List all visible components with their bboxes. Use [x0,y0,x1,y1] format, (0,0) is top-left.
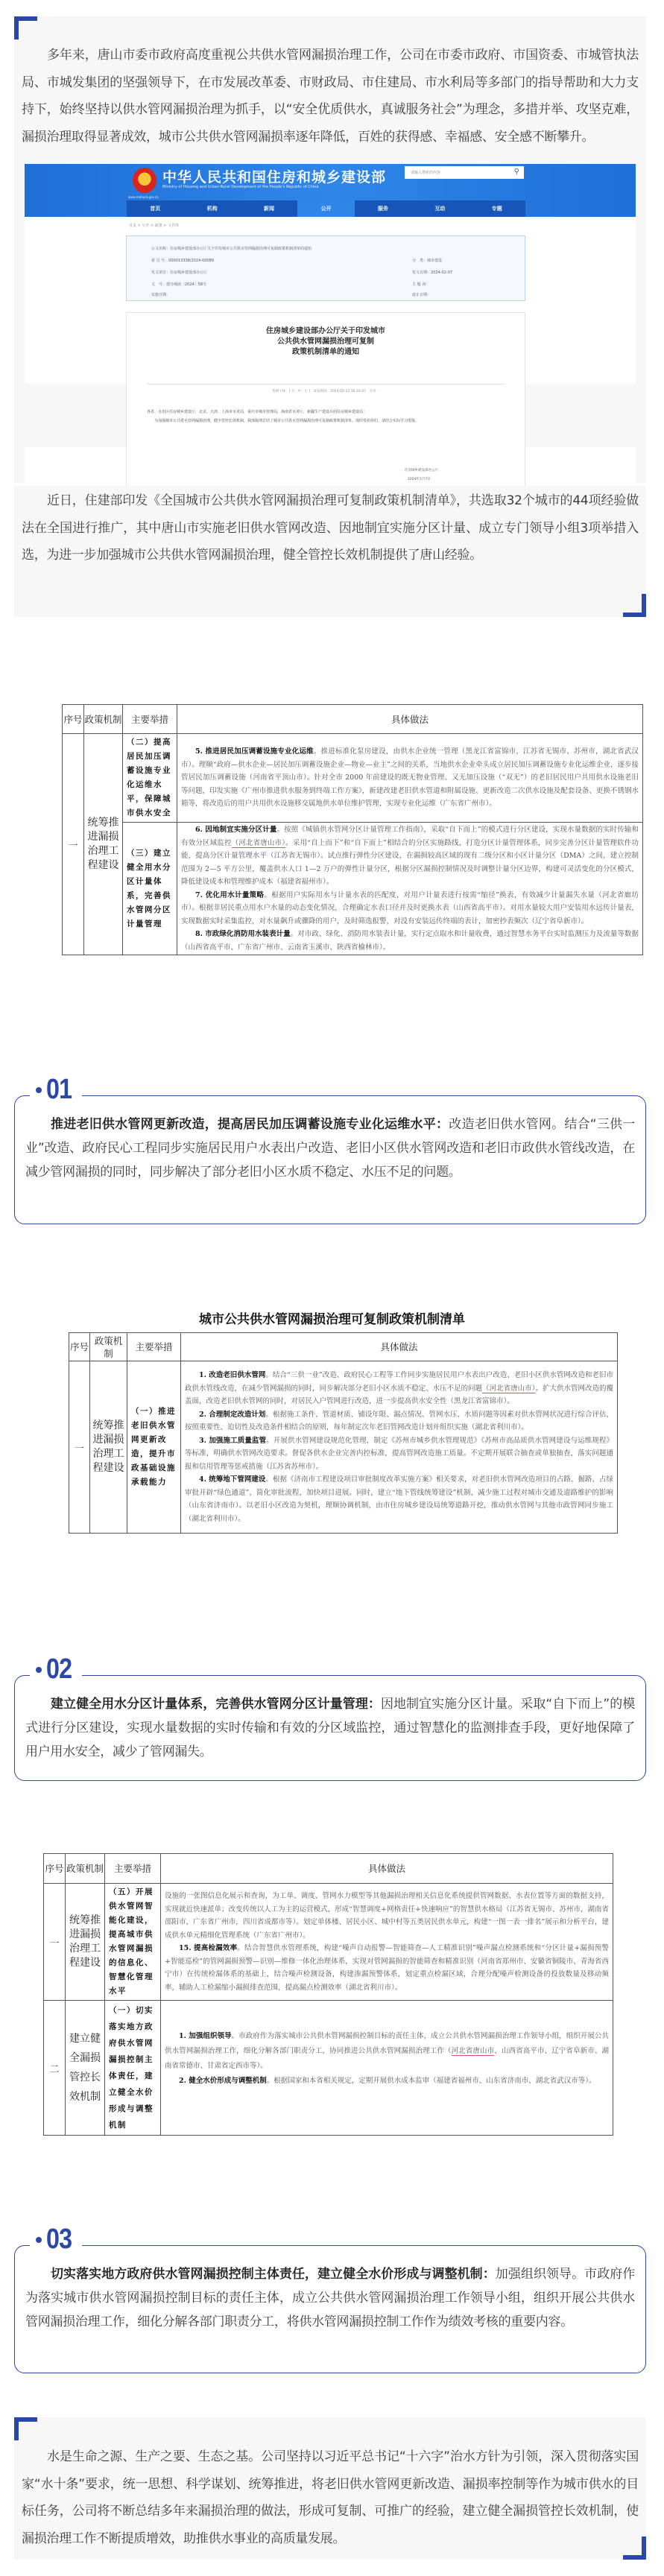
policy-table-2 [69,1332,618,1534]
item-title: 2. 合理制定改造计划 [199,1410,266,1419]
meta-issuer: 发文单位：住房城乡建设部办公厅 [151,270,208,275]
item-title: 6. 因地制宜实施分区计量 [195,826,277,834]
item-text: 。采用“自上而下”和“自下而上”相结合的分区实施路线，打造分区计量管理体系，同步完善分区计量管理软件功能，提高分区计量管理水平（江苏省无锡市）。试点推行弹性分区建设，在漏损较高区域的现有二级分区和小区计量分区（DMA）之间，建立控制范围为 2—5 平方公里，覆盖供水人口 1—2 万户的弹性计量分区，根据分区漏损控制情况及时调整计量分区边界，构建可灵活变化的分区模式，降低建设成本和管理维护成本（福建省福州市）。 [181,838,639,886]
table-row [69,1361,618,1534]
header-measure: 主要举措 [105,1854,161,1884]
meta-index-no: 索 引 号：000013338/2024-00089 [151,259,214,263]
meta-expire-date: 废止日期： [412,293,431,297]
item-text: 。扩大供水管网改造的覆盖面，改造老旧供水管网的同时，对居民入户管网进行改造，进一步提高供水安全性（黑龙江省富锦市）。 [185,1384,613,1405]
notice-info: 选择字体：[ 大 · 中 · 小 ] 发布时间：2024-02-22 16:33:37 分享： [272,390,379,393]
meta-issue-date: 发文日期：2024-02-07 [412,270,453,275]
header-detail: 具体做法 [181,1333,618,1361]
item-text: 。结合智慧供水管理系统，构建“噪声自动报警—智能筛查—人工精准识别”噪声漏点检测系统和“分区计量+漏损预警+智能巡检”的管网漏损预警—识别—维修一体化治理体系，实现对管网漏损的智能筛查和精准识别（河南省郑州市、安徽省铜陵市、青海省西宁市）在传统检漏体系的基础上，结合噪声检测设备，构建渗漏预警体系，划定重点检漏区域，合理分配噪声检测设备的投放数量及移动频率，辅助人工检漏缩小漏损排查范围，提高漏点检测效率（湖北省利川市）。 [165,1944,609,1992]
meta-doc-no: 文 号：建办城函〔2024〕58号 [151,282,207,287]
row-measure: （三）建立健全用水分区计量体系，完善供水管网分区计量管理 [123,823,177,955]
section-number-badge [30,1074,82,1106]
tangshan-highlight: （河北省唐山市） [231,838,286,847]
nav-item-public: 公开 [297,200,354,217]
tangshan-highlight: （河北省唐山市） [482,1384,536,1393]
header-measure: 主要举措 [123,705,177,734]
box-body-text: 改造老旧供水管网。结合“三供一业”改造、政府民心工程同步实施居民用户水表出户改造、老旧小区供水管网改造和老旧市政供水管线改造，在减少管网漏损的同时，同步解决了部分老旧小区水质不稳定、水压不足的问题。 [25,1117,636,1180]
box-text [15,1096,645,1197]
policy-table-3 [43,1853,613,2136]
summary-block [14,486,646,617]
item-text: 。按照《城镇供水管网分区计量管理工作指南》，采取“自下而上”的模式进行分区建设，实现水量数据的实时传输和有效分区域监控 [181,826,639,847]
item-text: 。开展供水管网建设规范化管理，制定《苏州市城乡供水管理规范》《苏州市高品质供水管网建设与运维规程》等标准，明确供水管网改造要求。督促各供水企业完善内控标准，提高管网改造施工质量。不定期开展联合抽查或单独抽查，落实问题通报和信用管理等惩戒措施（江苏省苏州市）。 [185,1436,613,1471]
table-header-row [69,1333,618,1361]
row-policy: 统筹推进漏损治理工程建设 [66,1884,105,2001]
ministry-search-input [405,166,524,179]
row-measure: （二）提高居民加压调蓄设施专业化运维水平，保障城市供水安全 [123,734,177,823]
highlight-box-01 [14,1074,646,1224]
highlight-box-02 [14,1653,646,1781]
item-title: 8. 市政绿化消防用水装表计量 [195,930,291,938]
conclusion-block [14,2417,646,2560]
nav-item-home: 首页 [150,206,161,212]
table-row [63,823,643,955]
box-bold-lead: 推进老旧供水管网更新改造，提高居民加压调蓄设施专业化运维水平： [51,1117,449,1132]
table-header-row [63,705,643,734]
section-number-badge [30,2224,82,2256]
header-seq: 序号 [63,705,84,734]
notice-title [127,326,525,358]
row-seq: 二 [44,2001,66,2136]
item-title: 1. 加强组织领导 [179,2032,232,2040]
notice-document [126,312,525,384]
item-text: 。根据《济南市工程建设项目审批制度改革实施方案》相关要求，对老旧供水管网改造项目的占路、掘路、占绿审批开辟“绿色通道”，简化审批流程，加快项目进展。同时，建立“地下管线统筹建设”机制，减少施工过程对城市交通及道路维护的影响（山东省济南市）。以老旧小区改造为契机，理顺协调机制，由市住房城乡建设局统筹道路开挖，推动供水管网与其他市政管网同步施工（湖北省利川市）。 [185,1475,613,1523]
row-detail [181,1361,618,1534]
notice-title-line: 政策机制清单的通知 [292,348,359,356]
section-number: 03 [46,2224,72,2255]
nav-item-topics: 专题 [491,206,502,212]
notice-body: 为加强城市公共供水管网漏损治理，健全管控长效机制，我部梳理总结了城市公共供水管网漏损治理可复制政策机制清单。现印发给你们，请结合实际学习借鉴。 [154,419,420,423]
row-measure: （一）切实落实地方政府供水管网漏损控制主体责任，建立健全水价形成与调整机制 [105,2001,161,2136]
policy-table-1 [62,704,643,955]
item-title: 3. 加强施工质量监管 [199,1436,267,1445]
nav-item-service: 服务 [377,206,388,212]
intro-paragraph: 多年来，唐山市委市政府高度重视公共供水管网漏损治理工作，公司在市委市政府、市国资委、市城管执法局、市城发集团的坚强领导下，在市发展改革委、市财政局、市住建局、市水利局等多部门的指导帮助和大力支持下，始终坚持以供水管网漏损治理为抓手，以“安全优质供水，真诚服务社会”为理念，多措并举、攻坚克难，漏损治理取得显著成效，城市公共供水管网漏损率逐年降低，百姓的获得感、幸福感、安全感不断攀升。 [22,48,639,145]
ministry-header [25,164,636,217]
row-detail [161,2001,613,2136]
row-policy: 统筹推进漏损治理工程建设 [90,1361,127,1534]
table-row [44,2001,613,2136]
meta-doc-name: 公文名称：住房城乡建设部办公厅关于印发城市公共供水管网漏损治理可复制政策机制清单的通知 [151,247,312,251]
dot-icon [36,1667,42,1673]
item-title: 5. 推进居民加压调蓄设施专业化运维 [195,747,314,756]
header-policy: 政策机制 [66,1854,105,1884]
notice-sign-area [25,447,636,486]
document-meta-panel [126,235,525,301]
tangshan-highlight: 河北省唐山市 [451,2047,495,2055]
item-title: 1. 改造老旧供水管网 [199,1371,266,1379]
corner-decoration-icon [14,2417,37,2440]
notice-addressee: 各省、自治区住房城乡建设厅，北京、天津、上海市水务局，重庆市城市管理局，海南省水务厅，新疆生产建设兵团住房城乡建设局： [147,410,367,414]
ministry-site-subtitle: Ministry of Housing and Urban-Rural Development of the People's Republic of China [162,185,319,189]
item-text: 、山西省高平市、辽宁省阜新市、湖南省常德市、甘肃省定西市等）。 [165,2047,609,2070]
item-text: 。根据施工条件、管道材质、铺设年限、漏点情况、管网水压、水质问题等因素对供水管网状况进行综合评估，按照重要性、迫切性及改造条件相结合的原则，每年制定次年老旧管网改造计划并组织实施（湖北省利川市）。 [185,1410,613,1431]
meta-category: 分 类：城市建设 [412,259,443,263]
item-title: 7. 优化用水计量策略 [195,890,265,899]
dot-icon [36,1087,42,1093]
notice-sign-frame [126,447,525,486]
search-icon: ⚲ [513,168,519,176]
box-bold-lead: 切实落实地方政府供水管网漏损控制主体责任，建立健全水价形成与调整机制： [51,2267,496,2282]
header-measure: 主要举措 [127,1333,181,1361]
row-detail [177,734,643,823]
corner-decoration-icon [14,16,37,39]
nav-item-interact: 互动 [434,206,446,212]
conclusion-paragraph: 水是生命之源、生产之要、生态之基。公司坚持以习近平总书记“十六字”治水方针为引领，深入贯彻落实国家“水十条”要求，统一思想、科学谋划、统筹推进，将老旧供水管网更新改造、漏损率控制等作为城市供水的目标任务，公司将不断总结多年来漏损治理的做法，形成可复制、可推广的经验，建立健全漏损管控长效机制，使漏损治理工作不断提质增效，助推供水事业的高质量发展。 [22,2449,639,2546]
item-text: 。根据国家和本省相关规定，定期开展供水成本监审（福建省福州市、山东省济南市、湖北省武汉市等）。 [266,2077,596,2085]
section-number: 02 [46,1653,72,1685]
row-detail [161,1884,613,2001]
ministry-site-title: 中华人民共和国住房和城乡建设部 [162,169,387,186]
row-seq: 一 [63,734,84,955]
header-policy: 政策机制 [84,705,123,734]
search-placeholder: 请输入搜索的内容 [411,171,441,175]
table-header-row [44,1854,613,1884]
nav-item-news: 新闻 [264,206,275,212]
header-seq: 序号 [69,1333,90,1361]
nav-item-org: 机构 [206,206,218,212]
notice-title-line: 住房城乡建设部办公厅关于印发城市 [266,327,385,335]
row-detail [177,823,643,955]
box-text [15,1676,645,1777]
ministry-nav [127,200,525,217]
box-body-text: 因地制宜实施分区计量。采取“自下而上”的模式进行分区建设，实现水量数据的实时传输和有效的分区域监控，通过智慧化的监测排查手段，更好地保障了用户用水安全，减少了管网漏失。 [25,1697,635,1759]
row-seq: 一 [69,1361,90,1534]
meta-keywords: 主 题 词： [412,282,430,287]
ministry-website-screenshot [25,164,636,384]
item-text: 。根据用户实际用水与计量水表的匹配度，对用户计量表进行按需“缩径”换表，有效减少计量漏失水量（河北省廊坊市）。根据非居民重点用水户水量的动态变化情况，合理确定水表口径并及时更换水表（山西省高平市）。对用水量较大用户安装用水远传计量表，实现数据实时采集监控，对水量飙升或骤降的用户，及时筛选报警，对没有安装远传终端的表计，加密抄表频次（辽宁省阜新市）。 [181,890,639,925]
item-text: 设施的一张图信息化展示和查询，为工单、调度、管网水力模型等其他漏损治理相关信息化系统提供管网数据、水表位置等方面的数据支持，实现就近快速派单；改变传统以人工为主的运营模式，形成“智慧调度+网格责任+快速响应”的智慧供水格局（江苏省无锡市、苏州市，湖南省邵阳市，广东省广州市，四川省成都市等）。划定单体楼、居民小区、城中村等五类居民供水单元，构建“一图一表一排名”展示和分析平台，建成供水单元精细化管理系统（广东省广州市）。 [165,1892,609,1940]
ministry-breadcrumb: 首页 > 公开 > 政策 > 文件库 [129,224,180,228]
row-seq: 一 [44,1884,66,2001]
national-emblem-icon [133,168,156,193]
item-text: 。市政府作为落实城市公共供水管网漏损控制目标的责任主体，成立公共供水管网漏损治理工作领导小组，组织开展公共供水管网漏损治理工作，细化分解各部门职责分工，协同推进公共供水管网漏损治理工作（ [165,2032,609,2055]
header-seq: 序号 [44,1854,66,1884]
box-text [15,2246,645,2347]
item-text: 。对市政、绿化、消防用水装表计量，实行定点取水和计量收费，通过智慧水务平台实时监测压力及流量等数据（山西省高平市、广东省广州市、云南省玉溪市、陕西省榆林市）。 [181,930,639,952]
header-policy: 政策机制 [90,1333,127,1361]
row-policy: 统筹推进漏损治理工程建设 [84,734,123,955]
notice-title-line: 公共供水管网漏损治理可复制 [277,338,374,346]
box-body-text: 加强组织领导。市政府作为落实城市供水管网漏损控制目标的责任主体，成立公共供水管网漏损治理工作领导小组，组织开展公共供水管网漏损治理工作，细化分解各部门职责分工，将供水管网漏损控制工作作为绩效考核的重要内容。 [25,2267,636,2329]
table-title: 城市公共供水管网漏损治理可复制政策机制清单 [199,1312,465,1327]
notice-continued [126,384,525,447]
item-title: 15. 提高检漏效率 [179,1944,238,1952]
notice-sign-date: 2024年2月7日 [408,478,431,481]
row-policy: 建立健全漏损管控长效机制 [66,2001,105,2136]
item-text: 。结合“三供一业”改造、政府民心工程等工作同步实施居民用户水表出户改造、老旧小区供水管网改造和老旧市政供水管线改造，在减少管网漏损的同时，同步解决部分老旧小区水质不稳定、水压不足的问题 [185,1371,613,1393]
item-text: 。推进标准化泵房建设，由供水企业统一管理（黑龙江省富锦市，江苏省无锡市、苏州市，湖北省武汉市）。理顺“政府—供水企业—居民加压调蓄设施企业—物业—业主”之间的关系，当地供水企业牵头成立居民加压调蓄设施专业化运维企业，逐步接管居民加压调蓄设施（河南省平顶山市）。针对全市 2000 年前建设的既无物业管理、又无加压设施（“双无”）的老旧居民用户共用供水设施老旧等问题，印发实施《广州市推进供水服务到终端工作方案》，新建改建老旧供水管道和附属设施、更新改造二次供水设施及配套设备、更换不锈钢水箱等，将改造后的用户共用供水设施移交属地供水单位维护管理，实现专业化运维（广东省广州市）。 [181,747,639,808]
corner-decoration-icon [623,2537,646,2560]
highlight-box-03 [14,2224,646,2373]
box-bold-lead: 建立健全用水分区计量体系，完善供水管网分区计量管理： [51,1697,381,1712]
section-number-badge [30,1653,82,1686]
header-detail: 具体做法 [177,705,643,734]
section-number: 01 [46,1074,72,1105]
table-row [63,734,643,823]
meta-effective-date: 实施日期： [151,293,171,297]
summary-paragraph: 近日，住建部印发《全国城市公共供水管网漏损治理可复制政策机制清单》，共选取32个城市的44项经验做法在全国进行推广，其中唐山市实施老旧供水管网改造、因地制宜实施分区计量、成立专门领导小组3项举措入选，为进一步加强城市公共供水管网漏损治理，健全管控长效机制提供了唐山经验。 [22,493,639,563]
table-row [44,1884,613,2001]
item-title: 4. 统筹地下管网建设 [199,1475,266,1484]
notice-sign-org: 住房城乡建设部办公厅 [405,469,438,472]
corner-decoration-icon [623,594,646,617]
item-title: 2. 健全水价形成与调整机制 [179,2077,267,2085]
ministry-site-url: www.mohurd.gov.cn [128,195,159,199]
dot-icon [36,2237,42,2243]
header-detail: 具体做法 [161,1854,613,1884]
row-measure: （一）推进老旧供水管网更新改造，提升市政基础设施承载能力 [127,1361,181,1534]
row-measure: （五）开展供水管网智能化建设，提高城市供水管网漏损的信息化、智慧化管理水平 [105,1884,161,2001]
